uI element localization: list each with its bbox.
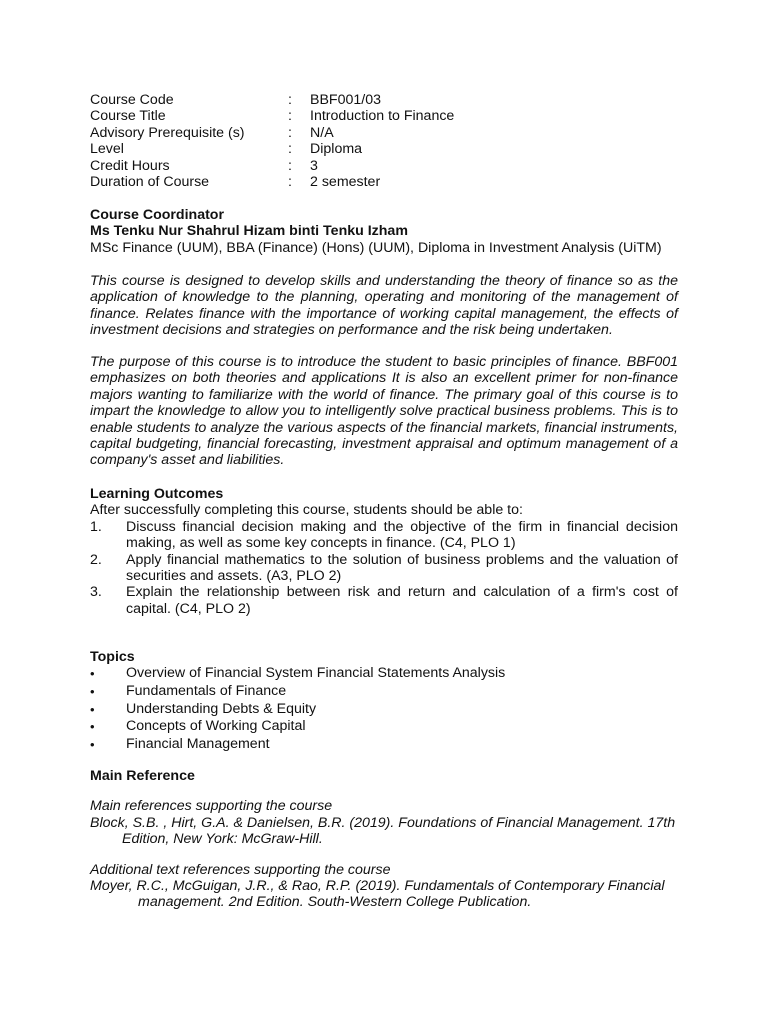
learning-outcomes-intro: After successfully completing this course, students should be able to: — [90, 502, 523, 519]
list-item — [90, 683, 678, 701]
info-label: Level — [90, 141, 124, 158]
additional-reference-block — [90, 862, 678, 911]
topics-list — [90, 665, 678, 753]
info-separator: : — [288, 141, 292, 158]
list-item-text: Discuss financial decision making and the objective of the firm in financial decision making, as well as some key concepts in finance. (C4, PLO 1) — [126, 518, 678, 552]
list-item — [90, 701, 678, 719]
additional-reference-label: Additional text references supporting the course — [90, 861, 391, 878]
main-reference-heading: Main Reference — [90, 768, 195, 784]
topic-text: Fundamentals of Finance — [126, 683, 287, 699]
list-item-number: 1. — [90, 518, 102, 535]
list-item — [90, 718, 678, 736]
info-label: Credit Hours — [90, 157, 170, 174]
bullet-icon: • — [90, 736, 95, 752]
info-value: BBF001/03 — [310, 92, 381, 108]
learning-outcomes-list — [90, 519, 678, 617]
course-info-row — [90, 141, 690, 157]
course-info-row — [90, 125, 690, 141]
info-separator: : — [288, 108, 292, 125]
bullet-icon: • — [90, 701, 95, 717]
info-separator: : — [288, 157, 292, 174]
course-info-row — [90, 92, 690, 108]
info-value: Diploma — [310, 141, 363, 158]
info-label: Advisory Prerequisite (s) — [90, 124, 245, 141]
info-label: Course Code — [90, 92, 174, 108]
coordinator-name: Ms Tenku Nur Shahrul Hizam binti Tenku Izham — [90, 223, 408, 240]
info-value: Introduction to Finance — [310, 108, 455, 125]
info-label: Course Title — [90, 108, 166, 125]
list-item-text: Explain the relationship between risk and return and calculation of a firm's cost of capital. (C4, PLO 2) — [126, 584, 678, 617]
list-item — [90, 519, 678, 552]
bullet-icon: • — [90, 666, 95, 682]
info-value: 2 semester — [310, 173, 381, 190]
main-reference-section — [90, 768, 678, 911]
description-paragraph: This course is designed to develop skills and understanding the theory of finance so as the application of knowledge to the planning, operating and monitoring of the management of finance. Relates finance with the importance of working capital management, the effects of investment decisions and strategies on performance and the risk being undertaken. — [90, 273, 678, 339]
course-info-row — [90, 158, 690, 174]
coordinator-heading: Course Coordinator — [90, 207, 224, 223]
purpose-paragraph: The purpose of this course is to introduce the student to basic principles of finance. BBF001 emphasizes on both theories and applications It is also an excellent primer for non-finance majors wanting to familiarize with the world of finance. The primary goal of this course is to impart the knowledge to allow you to intelligently solve practical business problems. This is to enable students to analyze the various aspects of the financial markets, financial instruments, capital budgeting, financial forecasting, investment appraisal and optimum management of a company's asset and liabilities. — [90, 354, 678, 469]
list-item — [90, 584, 678, 617]
list-item — [90, 736, 678, 754]
topic-text: Overview of Financial System Financial Statements Analysis — [126, 665, 506, 682]
info-value: N/A — [310, 124, 334, 141]
course-info-row — [90, 174, 690, 190]
learning-outcomes-section — [90, 486, 678, 617]
list-item — [90, 552, 678, 585]
main-reference-entry: Block, S.B. , Hirt, G.A. & Danielsen, B.R. (2019). Foundations of Financial Management. 17th Edition, New York: McGraw-Hill. — [90, 814, 676, 848]
list-item-number: 3. — [90, 584, 102, 601]
course-info-row — [90, 108, 690, 124]
main-reference-block — [90, 798, 678, 847]
bullet-icon: • — [90, 684, 95, 699]
topic-text: Financial Management — [126, 735, 270, 752]
topic-text: Understanding Debts & Equity — [126, 700, 317, 717]
main-reference-label: Main references supporting the course — [90, 798, 333, 815]
info-value: 3 — [310, 157, 318, 174]
topics-heading: Topics — [90, 649, 135, 665]
list-item-text: Apply financial mathematics to the solution of business problems and the valuation of securities and assets. (A3, PLO 2) — [126, 551, 678, 585]
additional-reference-entry: Moyer, R.C., McGuigan, J.R., & Rao, R.P. (2019). Fundamentals of Contemporary Financial management. 2nd Edition. South-Western College Publication. — [90, 878, 665, 911]
info-separator: : — [288, 124, 292, 141]
list-item-number: 2. — [90, 551, 102, 568]
info-separator: : — [288, 173, 292, 190]
course-info-table — [90, 92, 690, 190]
info-label: Duration of Course — [90, 173, 210, 190]
course-coordinator-section — [90, 207, 690, 256]
learning-outcomes-heading: Learning Outcomes — [90, 486, 224, 502]
topic-text: Concepts of Working Capital — [126, 718, 306, 735]
bullet-icon: • — [90, 719, 95, 735]
coordinator-qualifications: MSc Finance (UUM), BBA (Finance) (Hons) (UUM), Diploma in Investment Analysis (UiTM) — [90, 239, 662, 256]
list-item — [90, 665, 678, 683]
topics-section — [90, 649, 678, 753]
info-separator: : — [288, 92, 292, 108]
